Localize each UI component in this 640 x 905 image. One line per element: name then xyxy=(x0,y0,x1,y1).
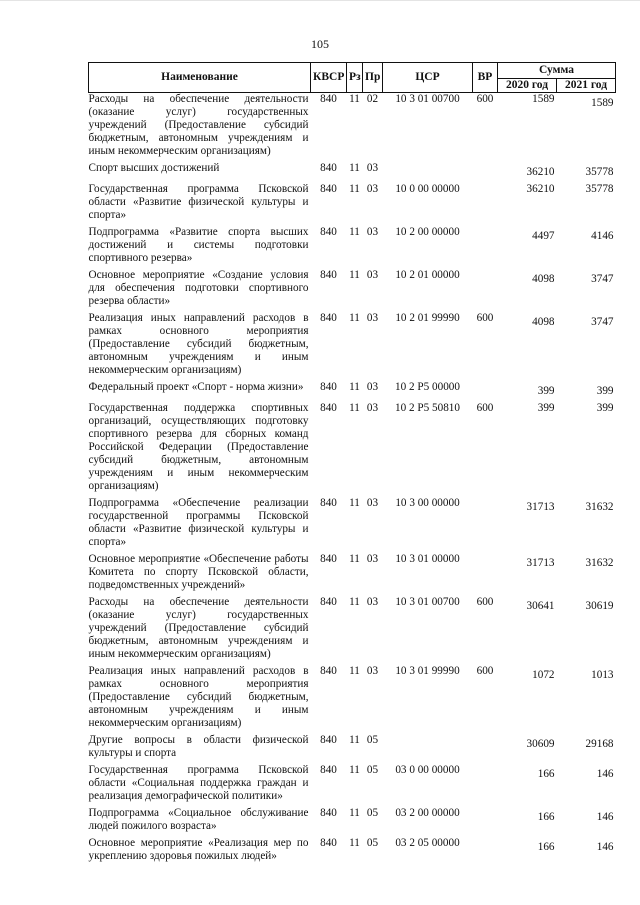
row-kvsr: 840 xyxy=(320,381,337,393)
row-vr xyxy=(473,837,498,867)
header-pr: Пр xyxy=(363,63,383,93)
header-rz: Рз xyxy=(347,63,363,93)
row-rz: 11 xyxy=(349,497,360,509)
row-csr: 10 2 P5 50810 xyxy=(395,402,460,414)
row-sum-2021: 30619 xyxy=(585,600,614,612)
budget-table xyxy=(88,62,616,867)
row-kvsr: 840 xyxy=(320,402,337,414)
row-pr: 03 xyxy=(366,226,379,238)
row-rz: 11 xyxy=(349,665,360,677)
row-sum-2020: 4497 xyxy=(532,230,555,242)
row-sum-2020: 166 xyxy=(537,768,555,780)
row-rz: 11 xyxy=(349,381,360,393)
row-vr xyxy=(473,553,498,596)
row-sum-2021: 1589 xyxy=(591,97,614,109)
row-sum-2021: 1013 xyxy=(591,669,614,681)
row-name: Подпрограмма «Социальное обслуживание людей пожилого возраста» xyxy=(88,807,309,832)
row-sum-2020: 4098 xyxy=(532,316,555,328)
row-sum-2021: 29168 xyxy=(585,738,614,750)
row-sum-2020: 399 xyxy=(537,402,555,414)
table-row xyxy=(89,183,616,226)
row-kvsr: 840 xyxy=(320,497,337,509)
row-name: Государственная поддержка спортивных организаций, осуществляющих подготовку спортивного резерва для сборных команд Российской Федерации (Предоставление субсидий бюджетным, автономным учреждениям и иным некоммерческим организациям) xyxy=(88,402,309,492)
row-sum-2020: 36210 xyxy=(526,166,555,178)
header-year-2020: 2020 год xyxy=(498,79,557,93)
row-sum-2020: 36210 xyxy=(526,183,555,195)
row-vr xyxy=(473,497,498,553)
row-pr: 03 xyxy=(366,269,379,281)
row-rz: 11 xyxy=(349,596,360,608)
row-rz: 11 xyxy=(349,269,360,281)
row-rz: 11 xyxy=(349,226,360,238)
row-sum-2020: 399 xyxy=(537,385,555,397)
row-kvsr: 840 xyxy=(320,764,337,776)
row-sum-2021: 146 xyxy=(596,811,614,823)
header-name: Наименование xyxy=(89,63,311,93)
row-kvsr: 840 xyxy=(320,162,337,174)
row-kvsr: 840 xyxy=(320,734,337,746)
row-rz: 11 xyxy=(349,837,360,849)
row-vr: 600 xyxy=(476,665,494,677)
row-sum-2020: 1589 xyxy=(532,93,555,105)
header-sum: Сумма xyxy=(498,63,616,79)
table-header xyxy=(89,63,616,93)
row-kvsr: 840 xyxy=(320,269,337,281)
row-pr: 05 xyxy=(366,734,379,746)
table-row xyxy=(89,734,616,764)
row-vr xyxy=(473,162,498,183)
row-kvsr: 840 xyxy=(320,226,337,238)
row-vr xyxy=(473,381,498,402)
row-vr: 600 xyxy=(476,93,494,105)
row-name: Основное мероприятие «Создание условия для обеспечения подготовки спортивного резерва области» xyxy=(88,269,309,307)
row-name: Федеральный проект «Спорт - норма жизни» xyxy=(88,381,304,393)
row-csr: 10 3 01 99990 xyxy=(395,665,460,677)
row-vr xyxy=(473,764,498,807)
row-csr: 10 2 P5 00000 xyxy=(395,381,460,393)
row-vr xyxy=(473,226,498,269)
table-row xyxy=(89,93,616,163)
row-sum-2021: 399 xyxy=(596,385,614,397)
row-pr: 03 xyxy=(366,596,379,608)
row-csr: 10 3 01 00700 xyxy=(395,596,460,608)
row-kvsr: 840 xyxy=(320,807,337,819)
row-csr: 03 0 00 00000 xyxy=(395,764,460,776)
table-row xyxy=(89,807,616,837)
row-sum-2021: 31632 xyxy=(585,557,614,569)
table-row xyxy=(89,402,616,497)
row-name: Расходы на обеспечение деятельности (оказание услуг) государственных учреждений (Предоставление субсидий бюджетным, автономным учреждениям и иным некоммерческим организациям) xyxy=(88,93,309,157)
table-row xyxy=(89,381,616,402)
row-pr: 05 xyxy=(366,807,379,819)
row-name: Реализация иных направлений расходов в рамках основного мероприятия (Предоставление субсидий бюджетным, автономным учреждениям и иным некоммерческим организациям) xyxy=(88,312,309,376)
row-rz: 11 xyxy=(349,312,360,324)
row-vr xyxy=(473,807,498,837)
row-rz: 11 xyxy=(349,553,360,565)
row-sum-2020: 1072 xyxy=(532,669,555,681)
row-sum-2020: 31713 xyxy=(526,501,555,513)
row-csr: 10 3 01 00700 xyxy=(395,93,460,105)
table-row xyxy=(89,497,616,553)
row-kvsr: 840 xyxy=(320,837,337,849)
row-csr: 03 2 05 00000 xyxy=(395,837,460,849)
row-rz: 11 xyxy=(349,162,360,174)
row-rz: 11 xyxy=(349,93,360,105)
row-rz: 11 xyxy=(349,183,360,195)
row-pr: 03 xyxy=(366,312,379,324)
row-csr: 10 3 00 00000 xyxy=(395,497,460,509)
row-sum-2021: 4146 xyxy=(591,230,614,242)
table-row xyxy=(89,837,616,867)
row-kvsr: 840 xyxy=(320,93,337,105)
row-csr: 10 2 00 00000 xyxy=(395,226,460,238)
row-sum-2021: 399 xyxy=(596,402,614,414)
row-sum-2020: 30609 xyxy=(526,738,555,750)
row-pr: 03 xyxy=(366,553,379,565)
row-pr: 02 xyxy=(366,93,379,105)
row-csr: 10 3 01 00000 xyxy=(395,553,460,565)
row-rz: 11 xyxy=(349,807,360,819)
row-kvsr: 840 xyxy=(320,665,337,677)
row-name: Подпрограмма «Обеспечение реализации государственной программы Псковской области «Развитие физической культуры и спорта» xyxy=(88,497,309,548)
row-vr: 600 xyxy=(476,596,494,608)
scan-edge-top xyxy=(0,0,640,1)
table-row xyxy=(89,665,616,734)
row-csr: 10 0 00 00000 xyxy=(395,183,460,195)
row-csr xyxy=(383,162,473,183)
row-pr: 03 xyxy=(366,183,379,195)
row-name: Другие вопросы в области физической культуры и спорта xyxy=(88,734,309,759)
row-rz: 11 xyxy=(349,764,360,776)
row-csr xyxy=(383,734,473,764)
row-sum-2020: 166 xyxy=(537,811,555,823)
row-vr xyxy=(473,183,498,226)
row-name: Основное мероприятие «Обеспечение работы Комитета по спорту Псковской области, подведомственных учреждений» xyxy=(88,553,309,591)
table-row xyxy=(89,226,616,269)
header-csr: ЦСР xyxy=(383,63,473,93)
row-pr: 03 xyxy=(366,497,379,509)
row-kvsr: 840 xyxy=(320,312,337,324)
row-vr: 600 xyxy=(476,312,494,324)
row-pr: 03 xyxy=(366,162,379,174)
row-sum-2020: 166 xyxy=(537,841,555,853)
row-name: Спорт высших достижений xyxy=(88,162,220,174)
row-sum-2021: 3747 xyxy=(591,273,614,285)
table-row xyxy=(89,269,616,312)
row-name: Государственная программа Псковской области «Социальная поддержка граждан и реализация демографической политики» xyxy=(88,764,309,802)
row-sum-2020: 30641 xyxy=(526,600,555,612)
row-name: Реализация иных направлений расходов в рамках основного мероприятия (Предоставление субсидий бюджетным, автономным учреждениям и иным некоммерческим организациям) xyxy=(88,665,309,729)
row-sum-2021: 146 xyxy=(596,768,614,780)
row-rz: 11 xyxy=(349,734,360,746)
row-name: Подпрограмма «Развитие спорта высших достижений и системы подготовки спортивного резерва» xyxy=(88,226,309,264)
row-sum-2021: 35778 xyxy=(585,183,614,195)
table-row xyxy=(89,764,616,807)
row-rz: 11 xyxy=(349,402,360,414)
table-row xyxy=(89,312,616,381)
row-name: Расходы на обеспечение деятельности (оказание услуг) государственных учреждений (Предоставление субсидий бюджетным, автономным учреждениям и иным некоммерческим организациям) xyxy=(88,596,309,660)
row-sum-2021: 35778 xyxy=(585,166,614,178)
table-body xyxy=(89,93,616,868)
row-pr: 05 xyxy=(366,837,379,849)
row-name: Государственная программа Псковской области «Развитие физической культуры и спорта» xyxy=(88,183,309,221)
row-pr: 03 xyxy=(366,402,379,414)
row-vr xyxy=(473,734,498,764)
row-csr: 10 2 01 99990 xyxy=(395,312,460,324)
row-vr xyxy=(473,269,498,312)
header-kvsr: КВСР xyxy=(311,63,347,93)
row-sum-2021: 3747 xyxy=(591,316,614,328)
row-sum-2020: 4098 xyxy=(532,273,555,285)
row-sum-2020: 31713 xyxy=(526,557,555,569)
row-csr: 03 2 00 00000 xyxy=(395,807,460,819)
row-pr: 03 xyxy=(366,665,379,677)
row-pr: 03 xyxy=(366,381,379,393)
table-row xyxy=(89,553,616,596)
row-csr: 10 2 01 00000 xyxy=(395,269,460,281)
header-year-2021: 2021 год xyxy=(557,79,616,93)
row-kvsr: 840 xyxy=(320,553,337,565)
table-row xyxy=(89,596,616,665)
row-name: Основное мероприятие «Реализация мер по укреплению здоровья пожилых людей» xyxy=(88,837,309,862)
table-row xyxy=(89,162,616,183)
page-number: 105 xyxy=(311,37,329,51)
row-vr: 600 xyxy=(476,402,494,414)
row-kvsr: 840 xyxy=(320,596,337,608)
row-sum-2021: 31632 xyxy=(585,501,614,513)
row-pr: 05 xyxy=(366,764,379,776)
row-kvsr: 840 xyxy=(320,183,337,195)
row-sum-2021: 146 xyxy=(596,841,614,853)
header-vr: ВР xyxy=(473,63,498,93)
